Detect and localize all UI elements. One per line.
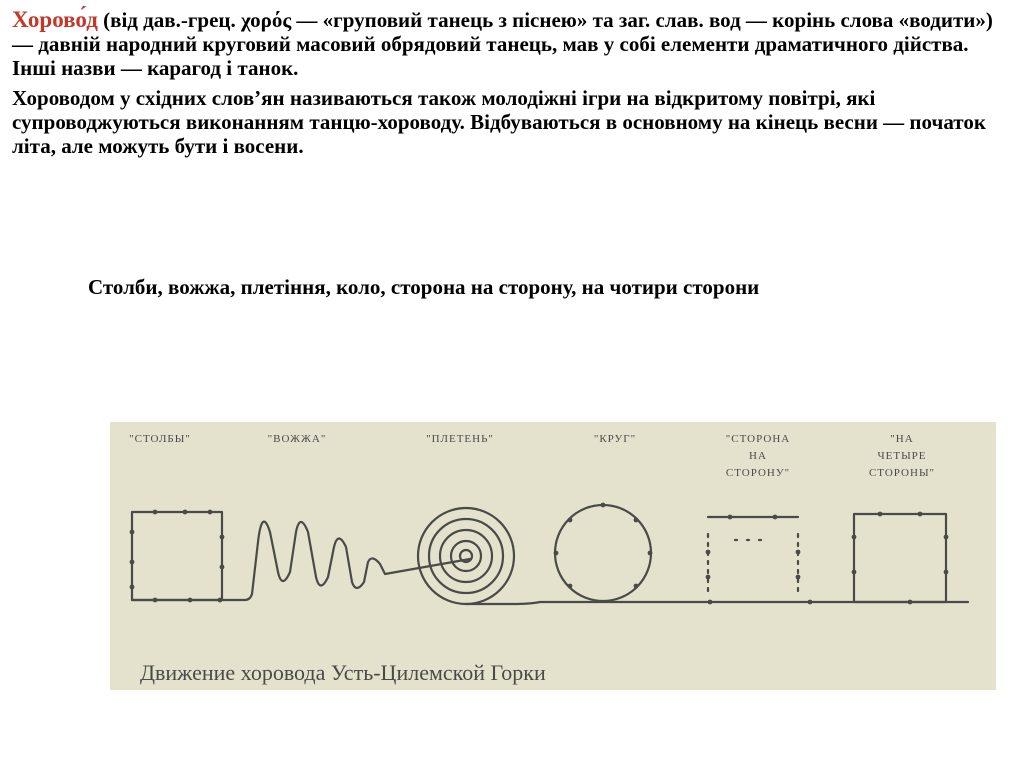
- stolby-square: [132, 512, 222, 600]
- article-text: [12, 8, 1012, 164]
- pletten-outer: [418, 508, 514, 604]
- label-vozhzha: "ВОЖЖА": [267, 433, 327, 445]
- figure-caption: Столби, вожжа, плетіння, коло, сторона на сторону, на чотири сторони: [88, 275, 760, 299]
- intro-paragraph: [12, 8, 1012, 80]
- pletten-ring-3: [440, 530, 492, 582]
- label-pletten: "ПЛЕТЕНЬ": [426, 433, 494, 445]
- diagram-svg: [110, 422, 996, 690]
- label-storona-3: СТОРОНУ": [725, 467, 791, 479]
- label-stolby: "СТОЛБЫ": [129, 433, 191, 445]
- label-krug: "КРУГ": [593, 433, 637, 445]
- label-chetyre-3: СТОРОНЫ": [868, 467, 936, 479]
- label-storona-2: НА: [749, 450, 767, 462]
- khorovod-diagram: [110, 422, 996, 690]
- label-chetyre-2: ЧЕТЫРЕ: [877, 450, 927, 462]
- intro-text: (від дав.-грец. χορός — «груповий танець з піснею» та заг. слав. вод — корінь слова «водити») — давній народний круговий масовий обрядовий танець, мав у собі елементи драматичного дійства. Інші назви — карагод і танок.: [12, 8, 993, 80]
- label-chetyre-1: "НА: [890, 433, 914, 445]
- label-storona-1: "СТОРОНА: [725, 433, 791, 445]
- diagram-footer-title: Движение хоровода Усть-Цилемской Горки: [140, 660, 546, 685]
- chetyre-square: [854, 514, 946, 602]
- term-title: Хорово́д: [12, 7, 98, 32]
- pletten-ring-4: [451, 541, 481, 571]
- second-paragraph: Хороводом у східних слов’ян називаються також молодіжні ігри на відкритому повітрі, які супроводжуються виконанням танцю-хороводу. Відбуваються в основному на кінець весни — початок літа, але можуть бути і восени.: [12, 86, 986, 158]
